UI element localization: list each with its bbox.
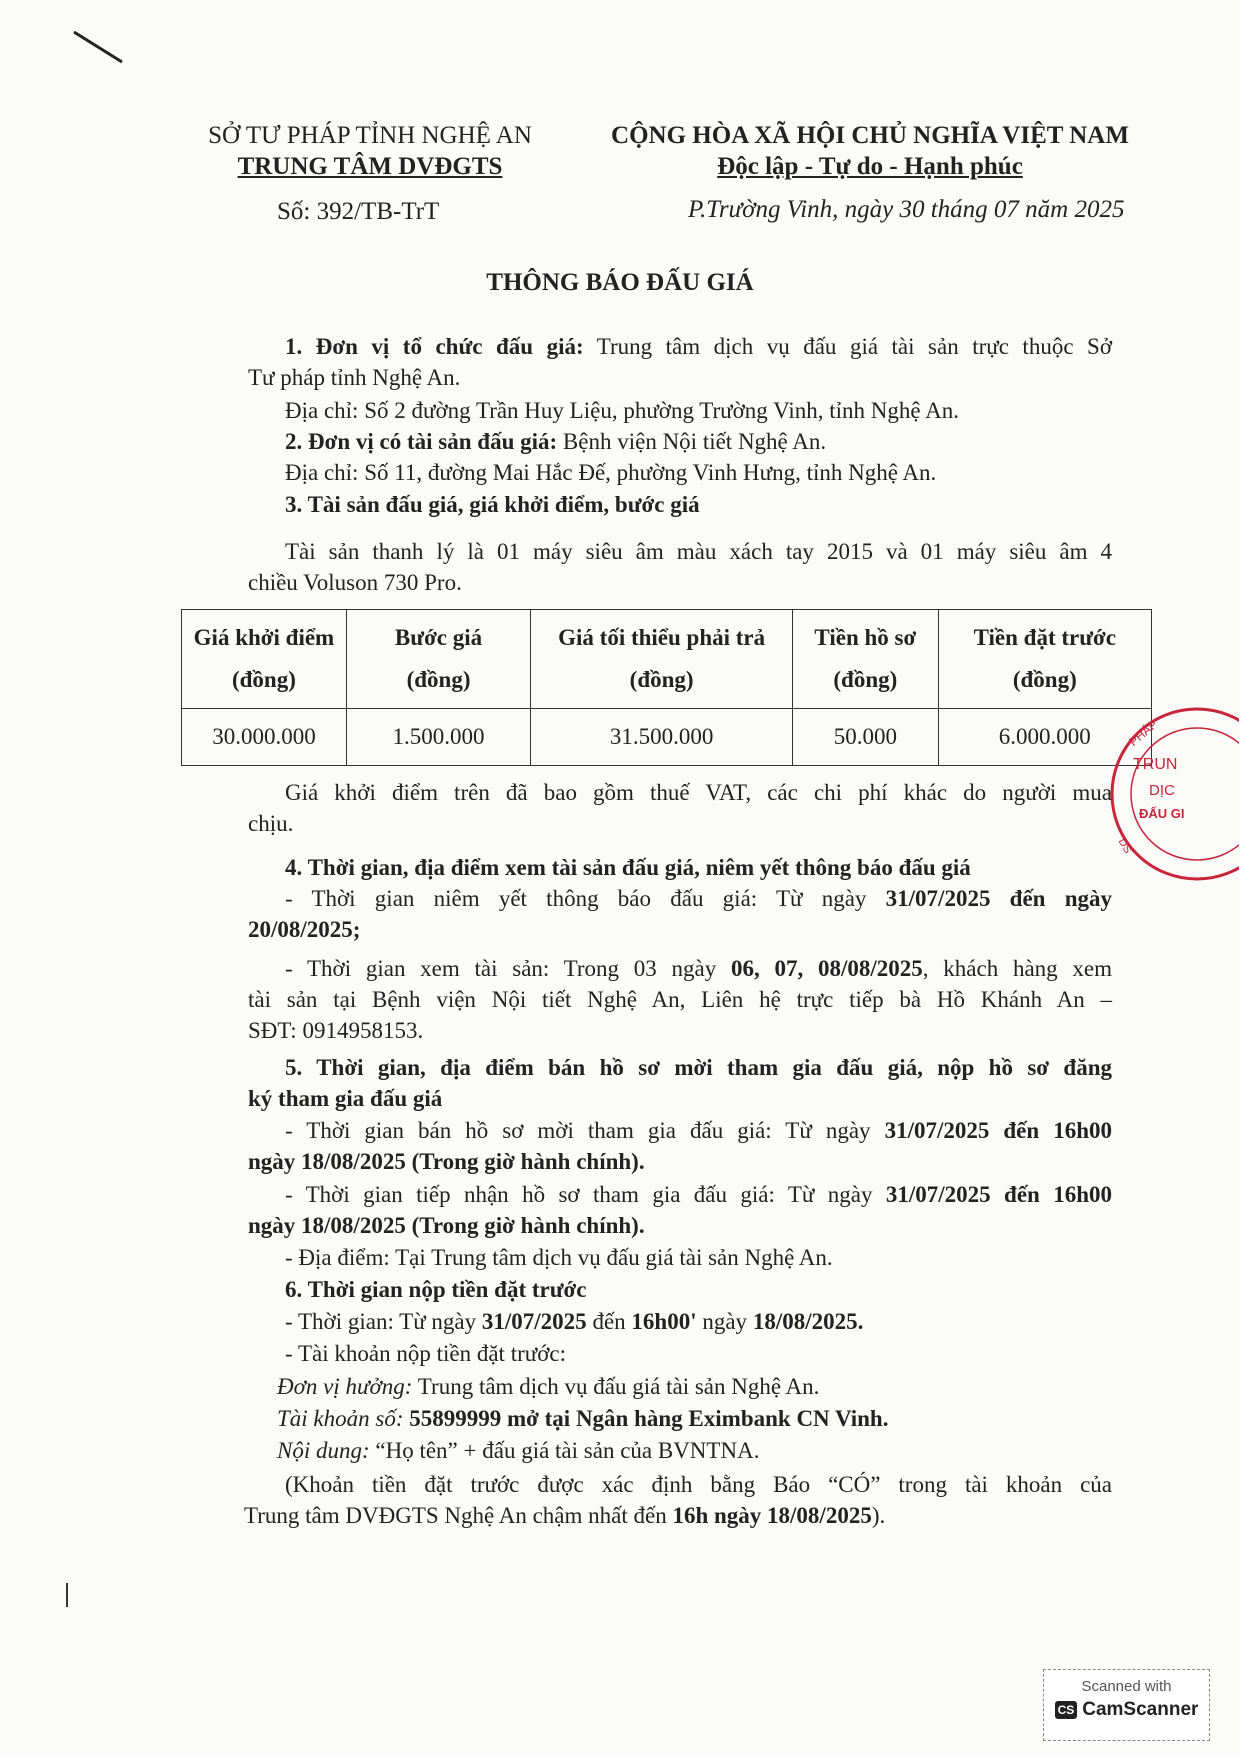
scanner-brand: CamScanner <box>1082 1699 1199 1720</box>
issuing-agency <box>185 120 555 182</box>
seal-text: PHÁP <box>1126 717 1161 749</box>
s4-view-line1: - Thời gian xem tài sản: Trong 03 ngày 06, 07, 08/08/2025, khách hàng xem <box>285 956 1112 981</box>
header-cell: Tiền đặt trước (đồng) <box>938 610 1151 709</box>
s4-post-line1: - Thời gian niêm yết thông báo đấu giá: Từ ngày 31/07/2025 đến ngày <box>285 886 1112 911</box>
agency-line1: SỞ TƯ PHÁP TỈNH NGHỆ AN <box>208 122 532 149</box>
seal-text: DS <box>1115 836 1134 856</box>
s5-heading-line2: ký tham gia đấu giá <box>248 1086 443 1111</box>
table-cell: 50.000 <box>793 709 939 766</box>
seal-text: TRUN <box>1133 756 1178 773</box>
country-name: CỘNG HÒA XÃ HỘI CHỦ NGHĨA VIỆT NAM <box>611 122 1129 149</box>
official-seal <box>1097 702 1239 885</box>
table-cell: 1.500.000 <box>346 709 530 766</box>
header-cell: Giá khởi điểm (đồng) <box>182 610 347 709</box>
seal-text: ĐẤU GI <box>1139 806 1185 821</box>
s3-heading: 3. Tài sản đấu giá, giá khởi điểm, bước giá <box>285 492 700 517</box>
camscanner-logo-icon: CS <box>1055 1701 1078 1719</box>
camscanner-watermark <box>1043 1669 1210 1741</box>
scanner-brand-row <box>1044 1699 1209 1721</box>
header-cell: Giá tối thiểu phải trả (đồng) <box>531 610 793 709</box>
s6-note-line1: (Khoản tiền đặt trước được xác định bằng Báo “CÓ” trong tài khoản của <box>285 1472 1112 1497</box>
s6-account: Tài khoản số: 55899999 mở tại Ngân hàng Eximbank CN Vinh. <box>277 1406 889 1431</box>
s5-sell-line1: - Thời gian bán hồ sơ mời tham gia đấu giá: Từ ngày 31/07/2025 đến 16h00 <box>285 1118 1112 1143</box>
s3-note-line2: chịu. <box>248 811 294 836</box>
s6-beneficiary: Đơn vị hưởng: Trung tâm dịch vụ đấu giá tài sản Nghệ An. <box>277 1374 820 1399</box>
s6-content: Nội dung: “Họ tên” + đấu giá tài sản của BVNTNA. <box>277 1438 760 1463</box>
s4-view-line3: SĐT: 0914958153. <box>248 1018 424 1043</box>
s6-note-line2: Trung tâm DVĐGTS Nghệ An chậm nhất đến 16h ngày 18/08/2025). <box>244 1503 886 1528</box>
table-cell: 6.000.000 <box>938 709 1151 766</box>
price-table <box>181 609 1152 766</box>
table-cell: 30.000.000 <box>182 709 347 766</box>
s4-heading: 4. Thời gian, địa điểm xem tài sản đấu giá, niêm yết thông báo đấu giá <box>285 855 971 880</box>
s5-place: - Địa điểm: Tại Trung tâm dịch vụ đấu giá tài sản Nghệ An. <box>285 1245 833 1270</box>
s2-line: 2. Đơn vị có tài sản đấu giá: Bệnh viện Nội tiết Nghệ An. <box>285 429 827 454</box>
header-cell: Tiền hồ sơ (đồng) <box>793 610 939 709</box>
s3-note-line1: Giá khởi điểm trên đã bao gồm thuế VAT, các chi phí khác do người mua <box>285 780 1112 805</box>
s1-line2: Tư pháp tỉnh Nghệ An. <box>248 365 461 390</box>
s6-heading: 6. Thời gian nộp tiền đặt trước <box>285 1277 587 1302</box>
price-table-row <box>182 709 1152 766</box>
scanner-caption: Scanned with <box>1081 1678 1172 1695</box>
s2-address: Địa chỉ: Số 11, đường Mai Hắc Đế, phường Vinh Hưng, tỉnh Nghệ An. <box>285 460 937 485</box>
s6-time: - Thời gian: Từ ngày 31/07/2025 đến 16h00' ngày 18/08/2025. <box>285 1309 864 1334</box>
s3-asset-line2: chiều Voluson 730 Pro. <box>248 570 462 595</box>
s5-sell-line2: ngày 18/08/2025 (Trong giờ hành chính). <box>248 1149 645 1174</box>
scan-mark <box>66 1583 68 1607</box>
national-header <box>590 120 1150 182</box>
s4-view-line2: tài sản tại Bệnh viện Nội tiết Nghệ An, Liên hệ trực tiếp bà Hồ Khánh An – <box>248 987 1112 1012</box>
page-title: THÔNG BÁO ĐẤU GIÁ <box>486 269 754 296</box>
s1-address: Địa chỉ: Số 2 đường Trần Huy Liệu, phường Trường Vinh, tỉnh Nghệ An. <box>285 398 959 423</box>
doc-number: Số: 392/TB-TrT <box>277 198 440 225</box>
s3-asset-line1: Tài sản thanh lý là 01 máy siêu âm màu xách tay 2015 và 01 máy siêu âm 4 <box>285 539 1112 564</box>
s5-recv-line2: ngày 18/08/2025 (Trong giờ hành chính). <box>248 1213 645 1238</box>
table-cell: 31.500.000 <box>531 709 793 766</box>
place-date: P.Trường Vinh, ngày 30 tháng 07 năm 2025 <box>688 196 1125 223</box>
s5-recv-line1: - Thời gian tiếp nhận hồ sơ tham gia đấu giá: Từ ngày 31/07/2025 đến 16h00 <box>285 1182 1112 1207</box>
s6-account-intro: - Tài khoản nộp tiền đặt trước: <box>285 1341 566 1366</box>
s4-post-line2: 20/08/2025; <box>248 917 361 942</box>
scan-mark <box>70 28 130 68</box>
s5-heading-line1: 5. Thời gian, địa điểm bán hồ sơ mời tham gia đấu giá, nộp hồ sơ đăng <box>285 1055 1112 1080</box>
seal-text: DỊC <box>1149 782 1175 799</box>
header-cell: Bước giá (đồng) <box>346 610 530 709</box>
s1-line1: 1. Đơn vị tổ chức đấu giá: Trung tâm dịch vụ đấu giá tài sản trực thuộc Sở <box>285 334 1112 359</box>
price-table-header <box>182 610 1152 709</box>
agency-line2: TRUNG TÂM DVĐGTS <box>237 153 503 180</box>
motto: Độc lập - Tự do - Hạnh phúc <box>717 153 1023 180</box>
